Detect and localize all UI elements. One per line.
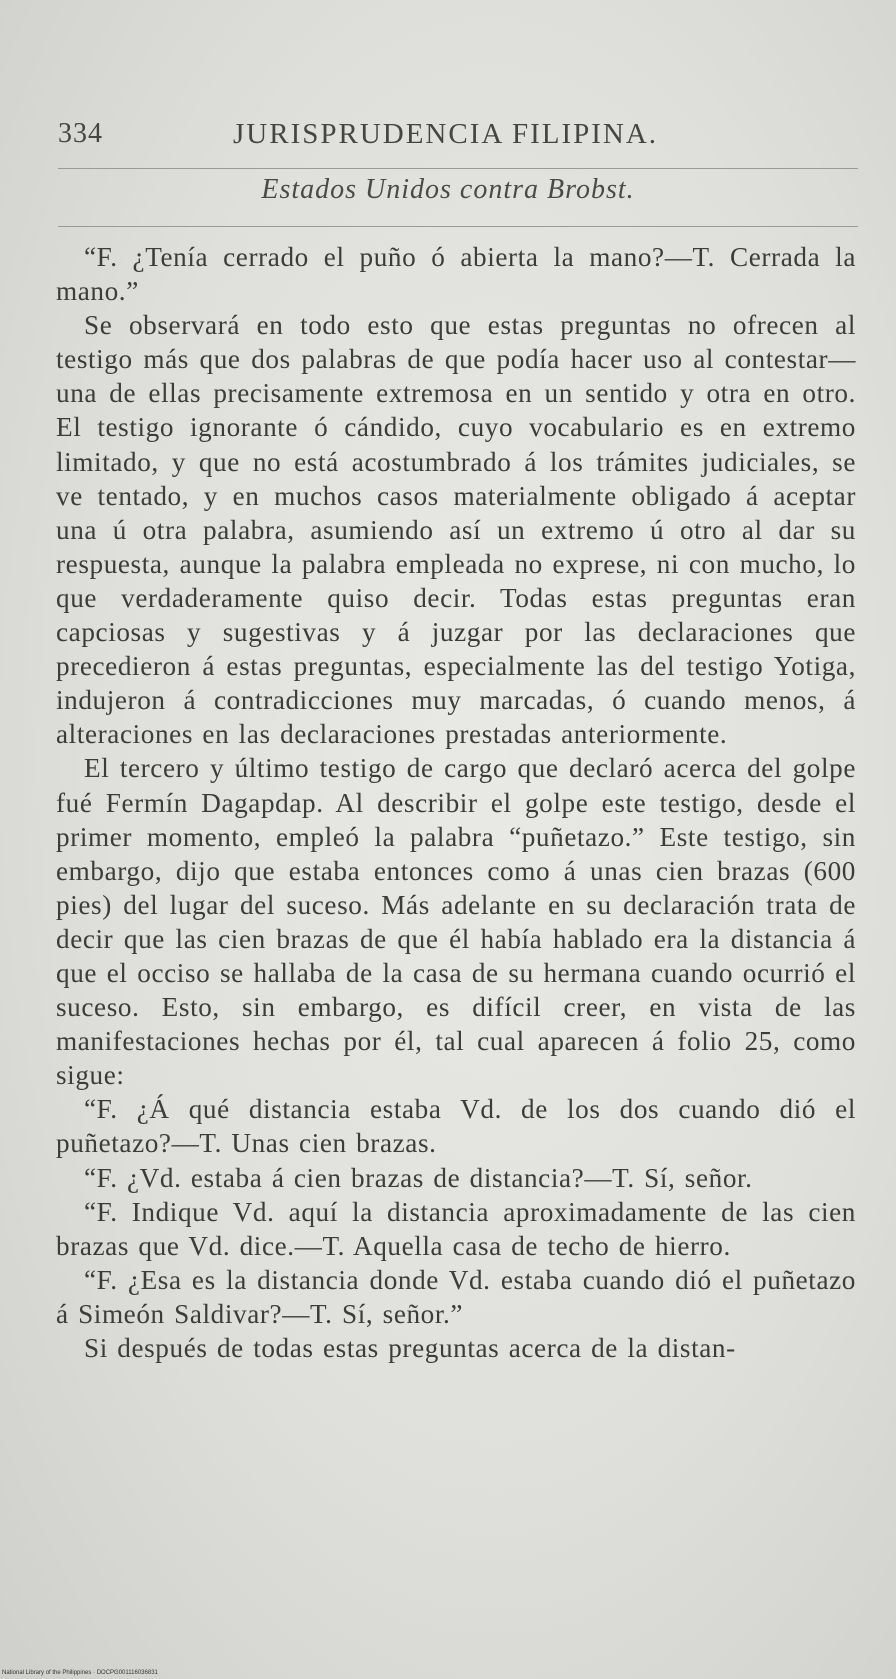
paragraph: El tercero y último testigo de cargo que declaró acerca del golpe fué Fermín Dagapdap. Al describir el golpe este testigo, desde el primer momento, empleó la palabra “puñetazo.” Este testigo, sin embargo, dijo que estaba entonces como á unas cien brazas (600 pies) del lugar del suceso. Más adelante en su declaración trata de decir que las cien brazas de que él había hablado era la distancia á que el occiso se hallaba de la casa de su hermana cuando ocurrió el suceso. Esto, sin embargo, es difícil creer, en vista de las manifestaciones hechas por él, tal cual aparecen á folio 25, como sigue: — [56, 753, 856, 1091]
scan-credit: National Library of the Philippines · DOCPG001116036831 — [2, 1670, 158, 1676]
paragraph: “F. Indique Vd. aquí la distancia aproximadamente de las cien brazas que Vd. dice.—T. Aquella casa de techo de hierro. — [56, 1196, 856, 1261]
header-rule-top — [58, 168, 858, 169]
paragraph: Se observará en todo esto que estas preguntas no ofrecen al testigo más que dos palabras de que podía hacer uso al contestar—una de ellas precisamente extremosa en un sentido y otra en otro. El testigo ignorante ó cándido, cuyo vocabulario es en extremo limitado, y que no está acostumbrado á los trámites judiciales, se ve tentado, y en muchos casos materialmente obligado á aceptar una ú otra palabra, asumiendo así un extremo ú otro al dar su respuesta, aunque la palabra empleada no exprese, ni con mucho, lo que verdaderamente quiso decir. Todas estas preguntas eran capciosas y sugestivas y á juzgar por las declaraciones que precedieron á estas preguntas, especialmente las del testigo Yotiga, indujeron á contradicciones muy marcadas, ó cuando menos, á alteraciones en las declaraciones prestadas anteriormente. — [56, 310, 856, 750]
paragraph: “F. ¿Tenía cerrado el puño ó abierta la mano?—T. Cerrada la mano.” — [56, 242, 856, 307]
page-header — [58, 118, 848, 158]
header-rule-bottom — [58, 226, 858, 227]
paragraph: Si después de todas estas preguntas acerca de la distan- — [84, 1333, 736, 1363]
running-title: JURISPRUDENCIA FILIPINA. — [233, 118, 659, 150]
case-title: Estados Unidos contra Brobst. — [261, 174, 635, 205]
body-text — [56, 240, 856, 1365]
page-number: 334 — [58, 118, 103, 149]
paragraph: “F. ¿Esa es la distancia donde Vd. estaba cuando dió el puñetazo á Simeón Saldivar?—T. Sí, señor.” — [56, 1264, 856, 1329]
paragraph: “F. ¿Á qué distancia estaba Vd. de los dos cuando dió el puñetazo?—T. Unas cien brazas. — [56, 1094, 856, 1159]
paragraph: “F. ¿Vd. estaba á cien brazas de distancia?—T. Sí, señor. — [84, 1162, 753, 1193]
